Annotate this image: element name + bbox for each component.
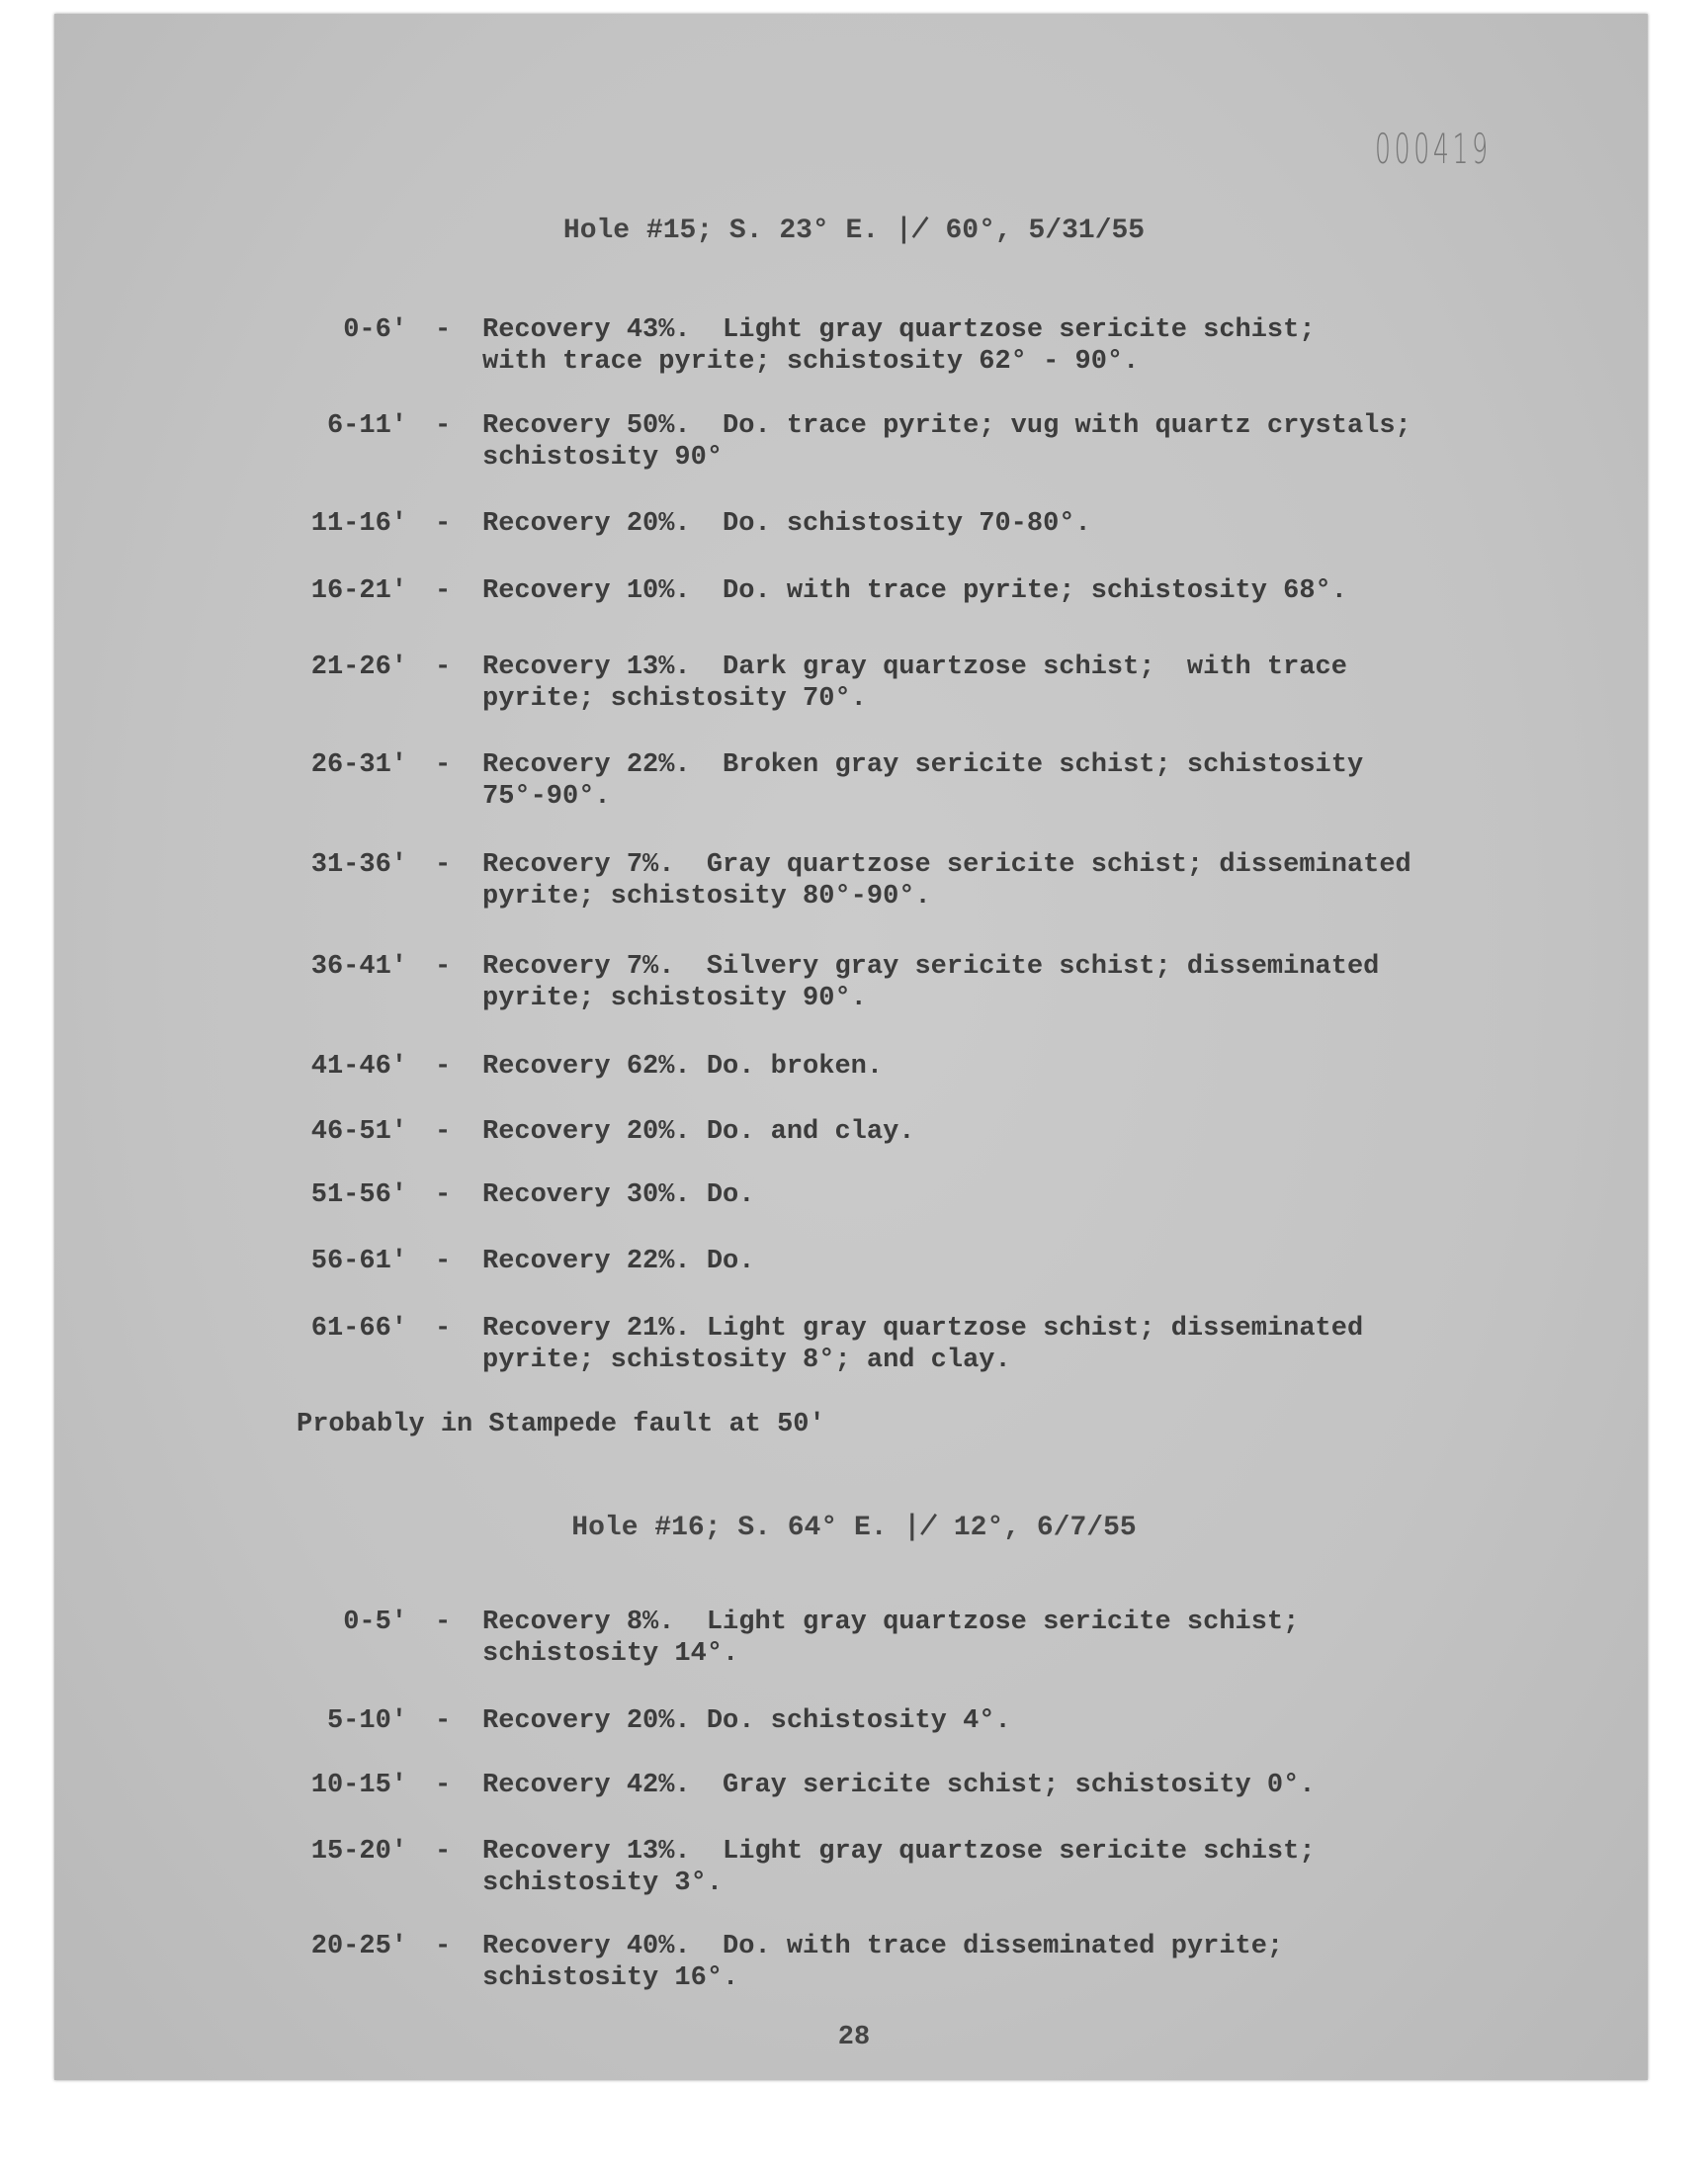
entry-description	[482, 1705, 1011, 1737]
dash-separator: -	[435, 411, 452, 441]
depth-interval: 36-41'	[310, 952, 407, 982]
hole-16-heading: Hole #16; S. 64° E. ∤ 12°, 6/7/55	[571, 1513, 1137, 1543]
entry-description	[482, 1607, 1299, 1670]
description-line: pyrite; schistosity 8°; and clay.	[482, 1346, 1011, 1375]
depth-interval: 61-66'	[310, 1314, 407, 1344]
depth-interval: 11-16'	[310, 509, 407, 539]
depth-interval: 0-5'	[343, 1608, 407, 1637]
depth-interval: 20-25'	[310, 1932, 407, 1961]
document-number-stamp: 000419	[1375, 125, 1492, 173]
description-line: Recovery 13%. Light gray quartzose sericite schist;	[482, 1837, 1316, 1867]
dash-separator: -	[435, 1771, 452, 1800]
depth-interval: 51-56'	[310, 1180, 407, 1210]
depth-interval: 16-21'	[310, 576, 407, 606]
depth-interval: 31-36'	[310, 850, 407, 880]
description-line: Recovery 22%. Broken gray sericite schist; schistosity	[482, 750, 1364, 780]
entry-description	[482, 1931, 1283, 1994]
depth-interval: 21-26'	[310, 652, 407, 682]
fault-note: Probably in Stampede fault at 50'	[297, 1410, 825, 1439]
description-line: Recovery 30%. Do.	[482, 1180, 755, 1210]
dash-separator: -	[435, 576, 452, 606]
description-line: Recovery 20%. Do. schistosity 70-80°.	[482, 509, 1091, 539]
depth-interval: 0-6'	[343, 315, 407, 345]
entry-description	[482, 849, 1411, 913]
entry-description	[482, 652, 1347, 715]
entry-description	[482, 508, 1091, 540]
entry-description	[482, 749, 1363, 813]
description-line: Recovery 10%. Do. with trace pyrite; schistosity 68°.	[482, 576, 1347, 606]
description-line: Recovery 42%. Gray sericite schist; schistosity 0°.	[482, 1771, 1316, 1800]
entry-description	[482, 410, 1411, 474]
dash-separator: -	[435, 1117, 452, 1147]
description-line: schistosity 3°.	[482, 1869, 724, 1898]
depth-interval: 26-31'	[310, 750, 407, 780]
depth-interval: 41-46'	[310, 1052, 407, 1082]
entry-description	[482, 951, 1379, 1014]
dash-separator: -	[435, 1837, 452, 1867]
depth-interval: 5-10'	[326, 1706, 407, 1736]
description-line: Recovery 20%. Do. and clay.	[482, 1117, 915, 1147]
description-line: 75°-90°.	[482, 782, 611, 812]
dash-separator: -	[435, 1247, 452, 1276]
entry-description	[482, 1116, 914, 1148]
description-line: Recovery 20%. Do. schistosity 4°.	[482, 1706, 1011, 1736]
entry-description	[482, 1313, 1363, 1376]
description-line: pyrite; schistosity 70°.	[482, 684, 867, 714]
depth-interval: 10-15'	[310, 1771, 407, 1800]
description-line: pyrite; schistosity 90°.	[482, 984, 867, 1013]
description-line: Recovery 7%. Gray quartzose sericite schist; disseminated	[482, 850, 1411, 880]
description-line: Recovery 7%. Silvery gray sericite schist; disseminated	[482, 952, 1380, 982]
dash-separator: -	[435, 1180, 452, 1210]
description-line: Recovery 40%. Do. with trace disseminated pyrite;	[482, 1932, 1284, 1961]
entry-description	[482, 1051, 883, 1083]
description-line: schistosity 90°	[482, 443, 724, 473]
description-line: schistosity 16°.	[482, 1963, 739, 1993]
entry-description	[482, 1836, 1316, 1899]
dash-separator: -	[435, 1706, 452, 1736]
entry-description	[482, 1246, 754, 1277]
dash-separator: -	[435, 315, 452, 345]
description-line: Recovery 21%. Light gray quartzose schist; disseminated	[482, 1314, 1364, 1344]
entry-description	[482, 575, 1347, 607]
dash-separator: -	[435, 850, 452, 880]
page-number: 28	[837, 2023, 871, 2052]
dash-separator: -	[435, 1932, 452, 1961]
depth-interval: 6-11'	[326, 411, 407, 441]
depth-interval: 46-51'	[310, 1117, 407, 1147]
description-line: Recovery 8%. Light gray quartzose sericite schist;	[482, 1608, 1300, 1637]
dash-separator: -	[435, 952, 452, 982]
dash-separator: -	[435, 1608, 452, 1637]
dash-separator: -	[435, 509, 452, 539]
description-line: schistosity 14°.	[482, 1639, 739, 1669]
hole-15-heading: Hole #15; S. 23° E. ∤ 60°, 5/31/55	[562, 216, 1146, 246]
description-line: Recovery 62%. Do. broken.	[482, 1052, 884, 1082]
entry-description	[482, 1179, 754, 1211]
depth-interval: 56-61'	[310, 1247, 407, 1276]
dash-separator: -	[435, 750, 452, 780]
entry-description	[482, 314, 1316, 378]
entry-description	[482, 1770, 1316, 1801]
description-line: Recovery 13%. Dark gray quartzose schist; with trace	[482, 652, 1347, 682]
description-line: Recovery 43%. Light gray quartzose sericite schist;	[482, 315, 1316, 345]
description-line: Recovery 22%. Do.	[482, 1247, 755, 1276]
description-line: pyrite; schistosity 80°-90°.	[482, 882, 931, 912]
dash-separator: -	[435, 1314, 452, 1344]
dash-separator: -	[435, 652, 452, 682]
depth-interval: 15-20'	[310, 1837, 407, 1867]
dash-separator: -	[435, 1052, 452, 1082]
description-line: Recovery 50%. Do. trace pyrite; vug with quartz crystals;	[482, 411, 1411, 441]
description-line: with trace pyrite; schistosity 62° - 90°.	[482, 347, 1140, 377]
